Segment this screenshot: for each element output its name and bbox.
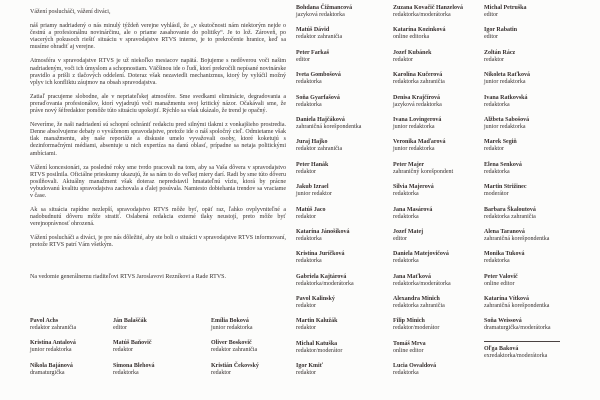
signatory-name: Filip Minich [393,318,425,325]
signature-entry [211,340,303,354]
signatory-role: redaktorka [393,258,419,265]
signatory-role: zahraničný korešpondent [393,168,454,175]
signatory-name: Marek Segiň [484,139,517,146]
signatory-name: Nikoleta Raťková [484,72,530,79]
signatory-role: editor [484,12,498,18]
signatory-role: redaktor [484,56,504,63]
signature-entry [393,50,485,64]
signature-entry [393,5,485,19]
signatory-role: redaktorka [296,258,322,265]
signature-column-bottom-left-1 [30,318,122,385]
signatory-role: redaktorka [393,213,419,220]
signature-entry [296,5,388,19]
signature-entry [296,229,388,243]
signatory-role: redaktor [484,146,504,153]
signatory-name: Soňa Gyarfašová [296,94,340,101]
signatory-role: redaktorka [484,168,510,175]
signatory-name: Alena Taranová [484,228,525,235]
signature-entry [296,341,388,355]
signatory-role: redaktorka [113,369,139,376]
signature-entry [484,139,576,153]
signature-column-right-3 [484,5,576,368]
signature-entry [113,363,205,377]
signatory-name: Peter Farkaš [296,49,330,56]
signatory-role: junior redaktorka [211,325,253,331]
signatory-name: Bohdana Čižmancová [296,5,353,11]
signatory-role: redaktor/moderátor [296,347,343,354]
letter-greeting: Vážení poslucháči, vážení diváci, [30,9,111,15]
signatory-role: redaktorka [296,101,322,108]
signatory-name: Peter Hanák [296,161,329,168]
signatory-name: Michal Petruška [484,5,527,11]
signatory-name: Gabriela Kajtárová [296,273,347,280]
signature-entry [393,162,485,176]
signature-entry [393,296,485,310]
signatory-role: redaktorka [484,258,510,265]
signatory-name: Ján Balaščák [113,318,147,324]
signatory-name: Simona Blehová [113,362,155,369]
signatory-name: Martin Kalužák [296,318,338,325]
signature-entry [296,184,388,198]
signatory-name: Elena Senková [484,161,522,168]
signature-entry [393,251,485,265]
signature-entry [484,5,576,19]
signatory-name: Igor Kmiť [296,363,323,370]
signatory-name: Tomáš Mrva [393,340,426,347]
signatory-name: Juraj Hajko [296,139,328,146]
signatory-role: junior redaktorka [30,347,72,354]
signatory-role: redaktor zahraničia [296,34,343,41]
signatory-name: Pavol Kalinský [296,296,335,303]
signature-entry [113,340,205,354]
signatory-role: redaktorka [393,370,419,377]
signatory-role: exredaktorka/moderátorka [484,352,548,359]
signatory-role: redaktor zahraničia [30,325,77,331]
signatory-name: Lucia Osvaldová [393,363,437,370]
signature-entry [484,346,576,360]
signatory-role: redaktorka/moderátorka [393,12,451,18]
signature-entry [296,72,388,86]
signature-entry [393,139,485,153]
signatory-role: redaktor [296,370,316,377]
signature-column-bottom-left-3 [211,318,303,385]
signatory-name: Alžbeta Sabošová [484,116,530,123]
signature-entry [30,363,122,377]
signatory-name: Denisa Krajčírová [393,94,441,101]
signatory-role: editor [113,325,127,331]
signature-entry [211,363,303,377]
signature-entry [484,162,576,176]
signatory-name: Katarína Jánošíková [296,228,350,235]
signature-entry [484,27,576,41]
signature-entry [30,318,122,332]
signatory-name: Ivana Ratkovská [484,94,528,101]
signature-entry [393,363,485,377]
signature-entry [484,184,576,198]
signatory-name: Pavol Achs [30,318,59,324]
signatory-name: Barbara Škaloutová [484,206,536,213]
signatory-role: redaktorka/moderátorka [393,280,451,287]
letter-paragraph-1: náš priamy nadriadený o nás minulý týždeň verejne vyhlásil, že „v skutočnosti nám niektorým nejde o čestnú a profesionálnu novinárčinu, ale o priame zasahovanie do politiky“. Je to lož. Zároveň, po viacerých pokusoch riešiť situáciu v spravodajstve RTVS interne, je to prekročenie hranice, keď sa musíme ohradiť aj verejne. [30,23,286,51]
signatory-name: Matúš Jaco [296,206,326,213]
signatory-role: editor [296,56,310,63]
signatory-role: redaktor zahraničia [211,347,258,354]
signatory-role: jazyková redaktorka [393,101,442,108]
signatory-role: redaktorka zahraničia [393,79,445,86]
signatory-name: Matúš Dávid [296,27,330,34]
signatory-role: editor [393,235,407,242]
signatory-role: redaktorka [484,101,510,108]
signatory-role: junior redaktorka [393,123,435,130]
signature-entry [296,251,388,265]
signature-entry [393,229,485,243]
signatory-name: Jakub Izrael [296,184,329,191]
letter-paragraph-5: Vážení koncesionári, za posledné roky sme tvrdo pracovali na tom, aby sa Vaša dôvera v spravodajstvo RTVS posilnila. Oficiálne prieskumy ukazujú, že sa nám to do veľkej miery darí. Radi by sme túto dôveru posilňovali. Aktuálny manažment však doteraz nepredstavil hmatateľnú víziu, ktorá by prácne vybudovanú kvalitu spravodajstva zachovala a ďalej posúvala. Namiesto dobiehania trendov sa vraciame v čase. [30,164,286,199]
signatory-name: Kristína Juríčková [296,251,345,258]
signature-entry [393,117,485,131]
signature-entry [296,27,388,41]
signatory-role: dramaturgička [30,369,65,376]
signature-entry [484,207,576,221]
signatory-role: redaktor/moderátor [393,325,440,332]
signatory-name: Daniela Hajčáková [296,116,345,123]
letter-body [30,9,286,288]
signature-entry [484,251,576,265]
signature-entry [393,318,485,332]
signatory-role: redaktorka [296,79,322,86]
signatory-role: redaktorka zahraničia [484,213,536,220]
signature-entry [393,207,485,221]
signatory-role: redaktorka/moderátorka [296,280,354,287]
signatory-name: Alexandra Minich [393,296,440,303]
signature-entry [30,340,122,354]
signatory-name: Emília Boková [211,318,249,324]
signature-entry [296,296,388,310]
signatory-role: redaktor zahraničia [296,146,343,153]
signatory-name: Jana Maťková [393,273,431,280]
signatory-name: Igor Rabatin [484,27,518,34]
signatory-role: redaktorka zahraničia [393,303,445,310]
signatory-name: Veronika Maďarová [393,139,446,146]
signatory-name: Ivana Lovingerová [393,116,442,123]
signatory-role: junior redaktorka [484,123,526,130]
signature-entry [296,162,388,176]
signatory-role: redaktor [393,56,413,63]
signature-entry [484,95,576,109]
signatory-name: Iveta Gombošová [296,72,341,79]
signature-column-bottom-left-2 [113,318,205,385]
signatory-role: online editor [393,347,424,354]
signature-entry [484,117,576,131]
signatory-role: redaktorka [393,191,419,198]
signature-entry [296,95,388,109]
signature-entry [113,318,205,332]
signatory-role: zahraničná korešpondentka [484,303,550,310]
signature-entry [484,318,576,332]
signatory-name: Katarína Vítková [484,296,530,303]
signatory-role: junior redaktor [296,191,332,198]
letter-paragraph-7: Vážení poslucháči a diváci, je pre nás dôležité, aby ste boli o situácii v spravodajstve RTVS informovaní, pretože RTVS patrí Vám všetkým. [30,235,286,249]
signatory-role: redaktor [296,303,316,310]
signatory-role: online editorka [393,34,430,41]
signature-entry [296,50,388,64]
signatory-role: editor [484,34,498,41]
signatory-name: Peter Valovič [484,273,518,280]
signature-column-right-2 [393,5,485,386]
signatory-name: Oliver Boskovič [211,340,252,347]
signatory-name: Jozef Kubánek [393,49,432,56]
signatory-name: Zoltán Rácz [484,49,516,56]
signature-entry [393,95,485,109]
signature-entry [393,274,485,288]
letter-paragraph-2: Atmosféra v spravodajstve RTVS je už niekoľko mesiacov napätá. Bojujeme s nedôverou voči našim nadriadeným, voči ich úmyslom a schopnostiam. Väčšinou ide o ľudí, ktorí prekročili nepísané novinárske pravidlo a prišli z tlačových oddelení. Doteraz však nezaviedli mechanizmus, ktorý by vylúčil možný vplyv ich konfliktu záujmov na obsah spravodajstva. [30,58,286,86]
signatory-name: Monika Tuková [484,251,525,258]
signatory-name: Kristína Antalová [30,340,76,347]
signatory-role: redaktor [296,213,316,220]
former-staff-divider [484,341,560,342]
letter-paragraph-3: Zatiaľ pracujeme slobodne, ale v nepriateľskej atmosfére. Sme svedkami eliminácie, degradovania a preraďovania profesionálov, ktorí vyjadrujú voči manažmentu svoj kritický názor. Očakávali sme, že práve nový šéfredaktor pomôže túto situáciu upokojiť. Rýchlo sa však ukázalo, že trend je opačný. [30,93,286,115]
signature-entry [296,139,388,153]
signatory-name: Peter Majer [393,161,425,168]
signatory-name: Karolína Kučerová [393,72,443,79]
signatory-role: online editor [484,280,515,287]
signatory-name: Matúš Baňovič [113,340,152,347]
signature-entry [484,229,576,243]
signature-entry [296,318,388,332]
signature-entry [296,274,388,288]
signatory-name: Nikola Bajánová [30,362,73,369]
signatory-role: moderátor [484,191,509,198]
signatory-role: zahraničná korešpondentka [484,235,550,242]
signatory-role: redaktor [296,168,316,175]
signatory-role: junior redaktorka [393,146,435,153]
signature-entry [393,184,485,198]
signatory-role: junior redaktorka [484,79,526,86]
signatory-name: Silvia Majerová [393,184,434,191]
signatory-role: redaktorka [296,235,322,242]
signature-entry [484,296,576,310]
letter-cc-note: Na vedomie generálnemu riaditeľovi RTVS Jaroslavovi Rezníkovi a Rade RTVS. [30,273,227,280]
signatory-name: Zuzana Kovačič Hanzelová [393,5,463,11]
signatory-name: Michal Katuška [296,340,338,347]
letter-paragraph-4: Neveríme, že naši nadriadení sú schopní ochrániť redakciu pred silnými tlakmi z vonkajšieho prostredia. Denne absolvujeme debaty o vyváženom spravodajstve, pretože ide o náš spoločný cieľ. Odmietame však tlak manažmentu, aby naše reportáže a diskusie umelo vyvažovali osoby, ktoré koketujú s dezinformačnými médiami, absentuje u nich expertíza na danú oblasť, prípadne sa netaja politickými ambíciami. [30,122,286,157]
signature-entry [484,72,576,86]
signatory-name: Jozef Matej [393,228,424,235]
signature-entry [484,274,576,288]
former-staff-signatures [484,346,576,360]
signature-entry [296,207,388,221]
signature-entry [393,341,485,355]
signatory-name: Kristián Čekovský [211,362,259,369]
signatory-name: Martin Strižinec [484,184,527,191]
signature-entry [484,50,576,64]
signature-column-right-1 [296,5,388,386]
signatory-role: redaktor [113,347,133,354]
signatory-role: redaktor [296,325,316,332]
signatory-role: jazyková redaktorka [296,12,345,18]
signatory-role: zahraničná korešpondentka [296,123,362,130]
current-staff-signatures [484,5,576,332]
signatory-name: Daniela Matejovičová [393,251,449,258]
signatory-name: Soňa Weissová [484,318,522,325]
letter-paragraph-6: Ak sa situácia rapídne nezlepší, spravodajstvo RTVS môže byť, opäť raz, ľahko ovplyvniteľné a nadobudnutú dôveru môže stratiť. Oslabená redakcia externé tlaky neustojí, preto môže byť verejnoprávnosť ohrozená. [30,207,286,228]
signatory-role: redaktor [211,369,231,376]
signature-entry [296,117,388,131]
signatory-role: dramaturgička/moderátorka [484,325,551,332]
signature-entry [393,27,485,41]
signatory-name: Jana Masárová [393,206,433,213]
signature-entry [393,72,485,86]
signatory-name: Oľga Baková [484,345,519,352]
signatory-name: Katarína Kozinková [393,27,446,34]
signature-entry [296,363,388,377]
signature-entry [211,318,303,332]
